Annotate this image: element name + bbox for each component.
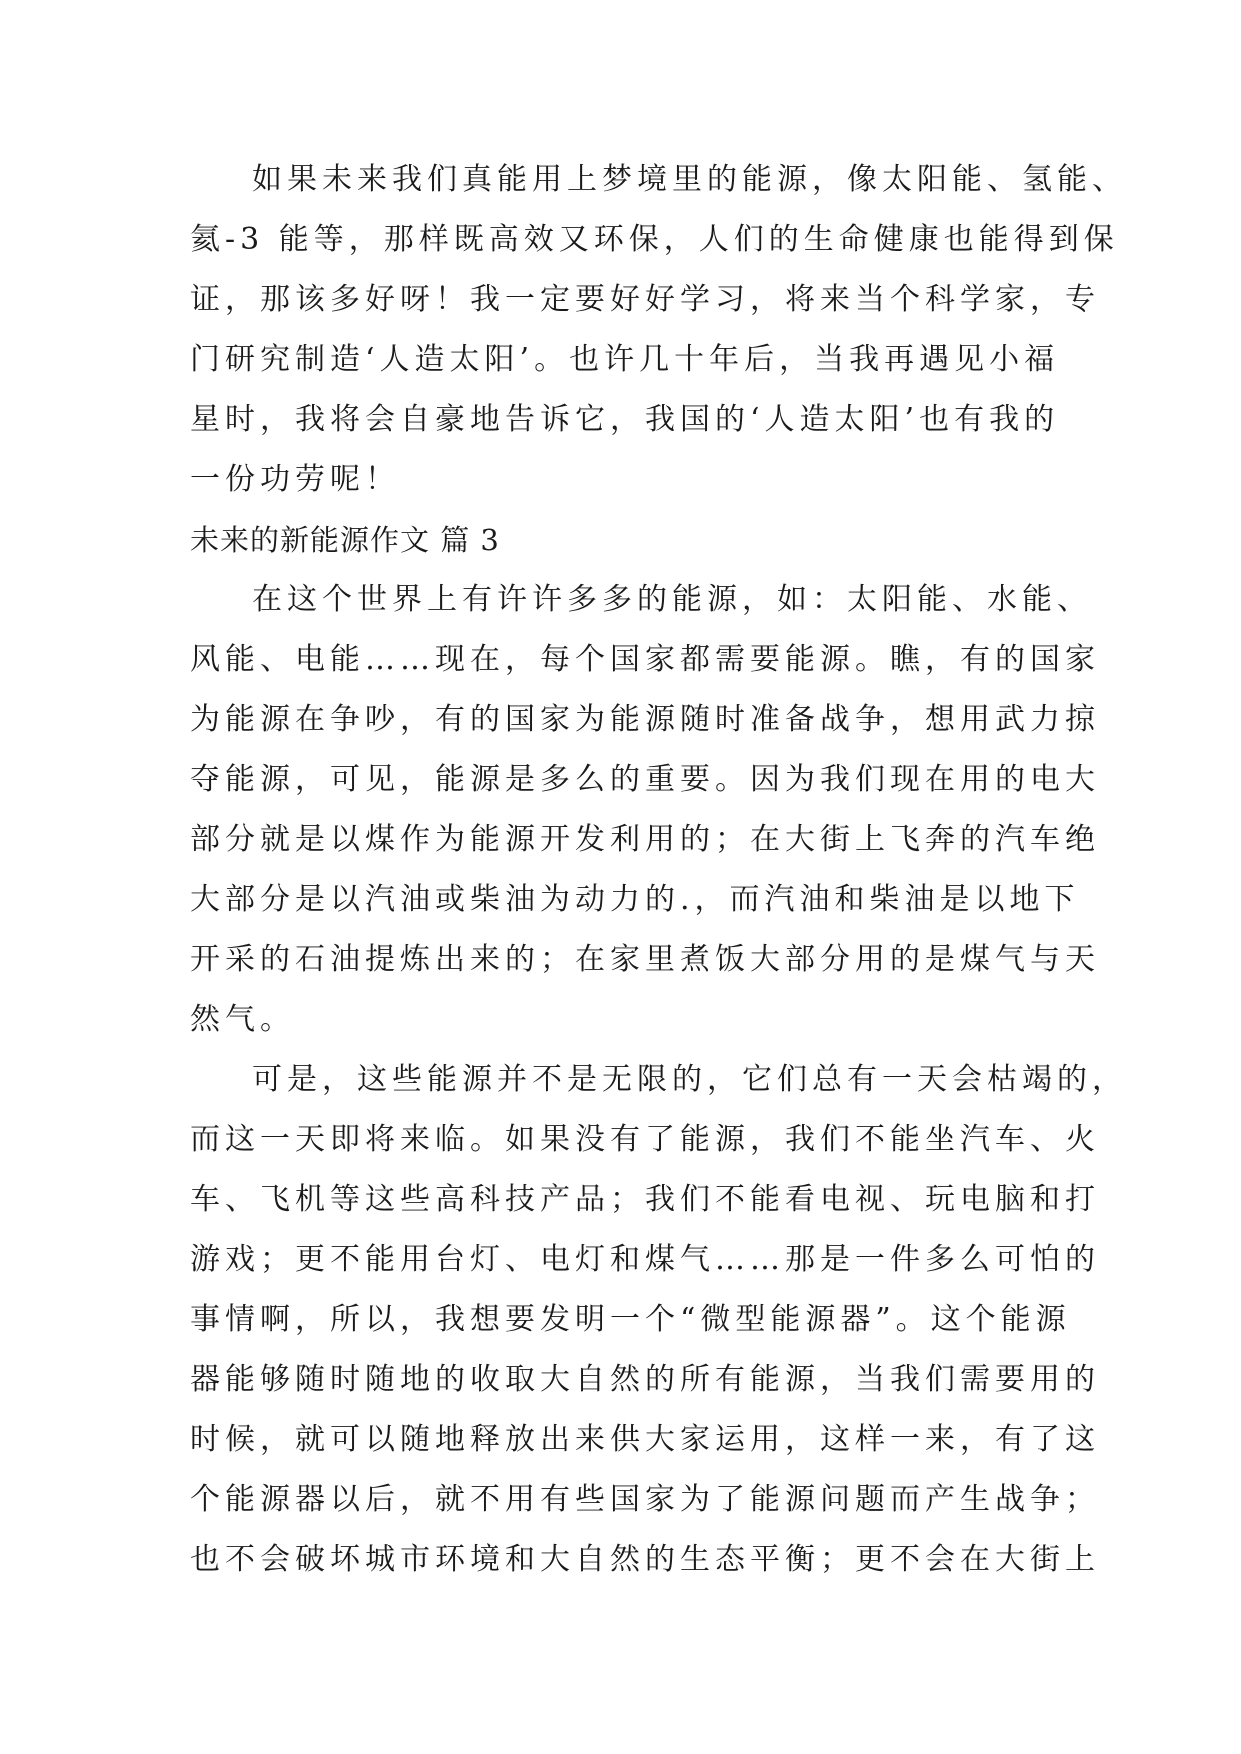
text-line: 风能、电能……现在，每个国家都需要能源。瞧，有的国家 xyxy=(190,642,1100,677)
text-line: 在这个世界上有许许多多的能源，如：太阳能、水能、 xyxy=(252,582,1092,617)
paragraph-3 xyxy=(190,1050,1127,1590)
text-line: 大部分是以汽油或柴油为动力的.，而汽油和柴油是以地下 xyxy=(190,882,1080,917)
text-line: 也不会破坏城市环境和大自然的生态平衡；更不会在大街上 xyxy=(190,1542,1100,1577)
text-line: 一份功劳呢！ xyxy=(190,462,400,497)
text-line: 事情啊，所以，我想要发明一个“微型能源器”。这个能源 xyxy=(190,1302,1071,1337)
text-line: 游戏；更不能用台灯、电灯和煤气……那是一件多么可怕的 xyxy=(190,1242,1100,1277)
text-line: 开采的石油提炼出来的；在家里煮饭大部分用的是煤气与天 xyxy=(190,942,1100,977)
text-line: 个能源器以后，就不用有些国家为了能源问题而产生战争； xyxy=(190,1482,1100,1517)
paragraph-2 xyxy=(190,570,1100,1050)
text-line: 门研究制造‘人造太阳’。也许几十年后，当我再遇见小福 xyxy=(190,342,1060,377)
text-line: 时候，就可以随地释放出来供大家运用，这样一来，有了这 xyxy=(190,1422,1100,1457)
document-body xyxy=(190,150,1127,1590)
text-line: 证，那该多好呀！我一定要好好学习，将来当个科学家，专 xyxy=(190,282,1100,317)
text-line: 星时，我将会自豪地告诉它，我国的‘人造太阳’也有我的 xyxy=(190,402,1060,437)
section-heading: 未来的新能源作文 篇 3 xyxy=(190,523,500,557)
paragraph-1 xyxy=(190,150,1127,510)
text-line: 氦-3 能等，那样既高效又环保，人们的生命健康也能得到保 xyxy=(190,222,1119,257)
text-line: 器能够随时随地的收取大自然的所有能源，当我们需要用的 xyxy=(190,1362,1100,1397)
text-line: 而这一天即将来临。如果没有了能源，我们不能坐汽车、火 xyxy=(190,1122,1100,1157)
text-line: 然气。 xyxy=(190,1002,295,1037)
text-line: 为能源在争吵，有的国家为能源随时准备战争，想用武力掠 xyxy=(190,702,1100,737)
text-line: 如果未来我们真能用上梦境里的能源，像太阳能、氢能、 xyxy=(252,162,1127,197)
text-line: 部分就是以煤作为能源开发利用的；在大街上飞奔的汽车绝 xyxy=(190,822,1100,857)
text-line: 可是，这些能源并不是无限的，它们总有一天会枯竭的， xyxy=(252,1062,1127,1097)
text-line: 车、飞机等这些高科技产品；我们不能看电视、玩电脑和打 xyxy=(190,1182,1100,1217)
text-line: 夺能源，可见，能源是多么的重要。因为我们现在用的电大 xyxy=(190,762,1100,797)
